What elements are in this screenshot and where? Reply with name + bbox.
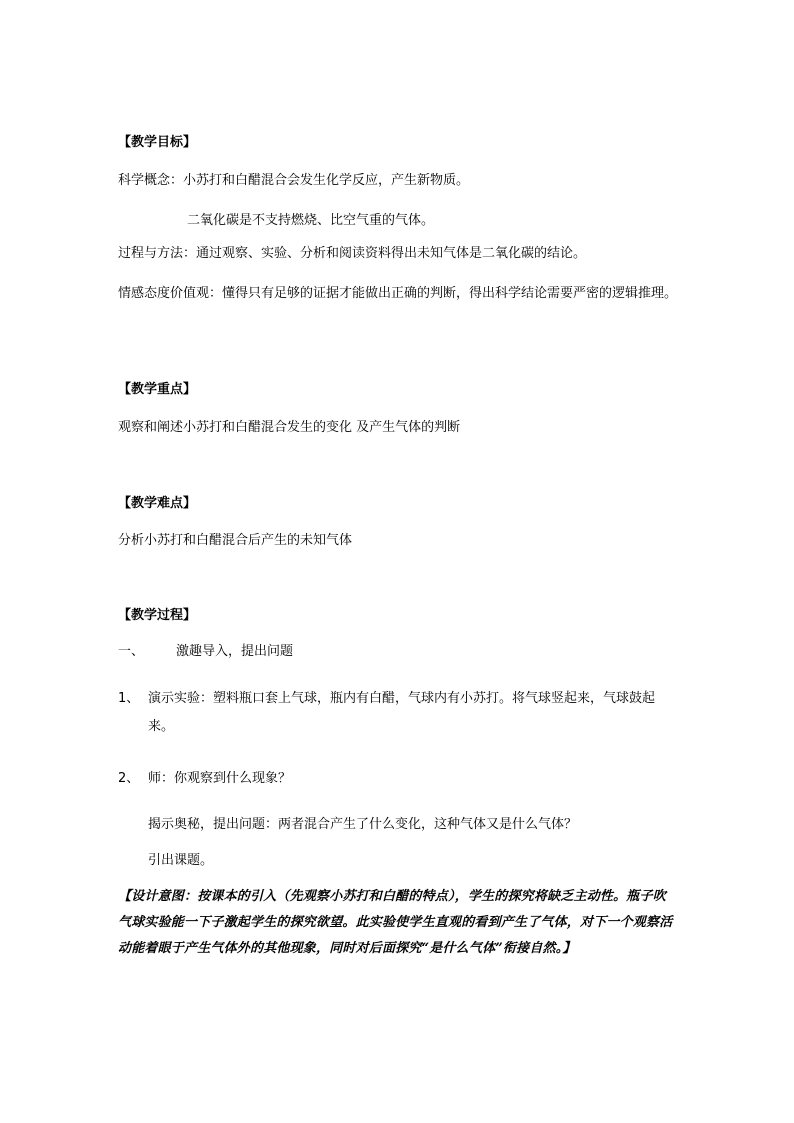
design-intent-note: 【设计意图：按课本的引入（先观察小苏打和白醋的特点），学生的探究将缺乏主动性。瓶子吹气球实验能一下子激起学生的探究欲望。此实验使学生直观的看到产生了气体，对下一个观察活动能着眼于产生气体外的其他现象，同时对后面探究“是什么气体”衔接自然。】 <box>118 889 673 956</box>
objectives-heading: 【教学目标】 <box>118 135 197 150</box>
step-one-title: 激趣导入，提出问题 <box>176 644 294 659</box>
key-points-text: 观察和阐述小苏打和白醋混合发生的变化 及产生气体的判断 <box>118 420 461 435</box>
item2-number: 2、 <box>118 771 140 786</box>
science-concept-line: 科学概念：小苏打和白醋混合会发生化学反应，产生新物质。 <box>118 173 470 188</box>
science-concept-line-2: 二氧化碳是不支持燃烧、比空气重的气体。 <box>187 213 435 228</box>
lead-in-text: 引出课题。 <box>148 853 214 868</box>
reveal-question: 揭示奥秘，提出问题：两者混合产生了什么变化，这种气体又是什么气体？ <box>148 817 578 832</box>
process-method-line: 过程与方法：通过观察、实验、分析和阅读资料得出未知气体是二氧化碳的结论。 <box>118 246 587 261</box>
step-one-number: 一、 <box>118 644 145 659</box>
difficulties-heading: 【教学难点】 <box>118 496 197 511</box>
item1-number: 1、 <box>118 691 140 706</box>
key-points-heading: 【教学重点】 <box>118 382 197 397</box>
difficulties-text: 分析小苏打和白醋混合后产生的未知气体 <box>118 533 353 548</box>
item1-text: 演示实验：塑料瓶口套上气球，瓶内有白醋，气球内有小苏打。将气球竖起来，气球鼓起来。 <box>148 691 656 734</box>
process-heading: 【教学过程】 <box>118 608 197 623</box>
attitude-values-paragraph: 情感态度价值观：懂得只有足够的证据才能做出正确的判断，得出科学结论需要严密的逻辑推理。 <box>118 286 678 301</box>
item2-text: 师：你观察到什么现象？ <box>148 771 292 786</box>
